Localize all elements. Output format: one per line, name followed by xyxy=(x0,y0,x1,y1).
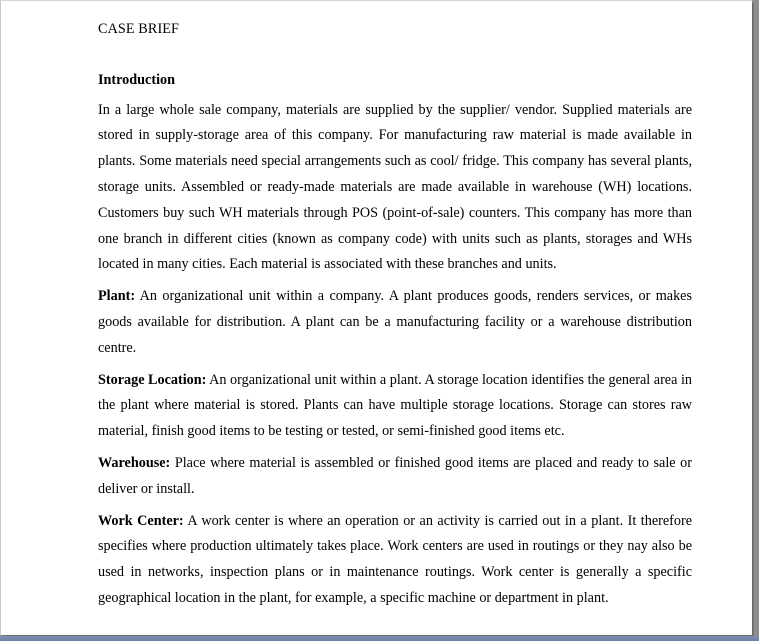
definition-text: An organizational unit within a company. A plant produces goods, renders services, or makes goods available for distribution. A plant can be a manufacturing facility or a warehouse distribution centre. xyxy=(98,288,692,356)
vertical-scrollbar[interactable] xyxy=(754,0,759,641)
definition-term: Work Center: xyxy=(98,512,184,529)
definition-text: Place where material is assembled or finished good items are placed and ready to sale or deliver or install. xyxy=(98,454,692,497)
definition-term: Warehouse: xyxy=(98,454,171,471)
horizontal-scrollbar[interactable] xyxy=(0,636,759,641)
document-title: CASE BRIEF xyxy=(98,21,180,37)
definition-plant xyxy=(98,284,692,361)
definition-storage-location xyxy=(98,368,692,445)
definition-text: An organizational unit within a plant. A storage location identifies the general area in the plant where material is stored. Plants can have multiple storage locations. Storage can stores raw material, finish good items to be testing or tested, or semi-finished good items etc. xyxy=(98,371,692,440)
definition-warehouse xyxy=(98,451,692,503)
introduction-paragraph: In a large whole sale company, materials are supplied by the supplier/ vendor. Supplied materials are stored in supply-storage area of this company. For manufacturing raw material is made available in plants. Some materials need special arrangements such as cool/ fridge. This company has several plants, storage units. Assembled or ready-made materials are made available in warehouse (WH) locations. Customers buy such WH materials through POS (point-of-sale) counters. This company has more than one branch in different cities (known as company code) with units such as plants, storages and WHs located in many cities. Each material is associated with these branches and units. xyxy=(98,101,692,273)
definition-work-center xyxy=(98,509,692,612)
introduction-heading: Introduction xyxy=(98,71,175,88)
definition-term: Plant: xyxy=(98,288,136,305)
page-content xyxy=(98,17,692,618)
definition-term: Storage Location: xyxy=(98,371,207,388)
definition-text: A work center is where an operation or an activity is carried out in a plant. It therefore specifies where production ultimately takes place. Work centers are used in routings or they nay also be used in networks, inspection plans or in maintenance routings. Work center is generally a specific geographical location in the plant, for example, a specific machine or department in plant. xyxy=(98,512,692,606)
